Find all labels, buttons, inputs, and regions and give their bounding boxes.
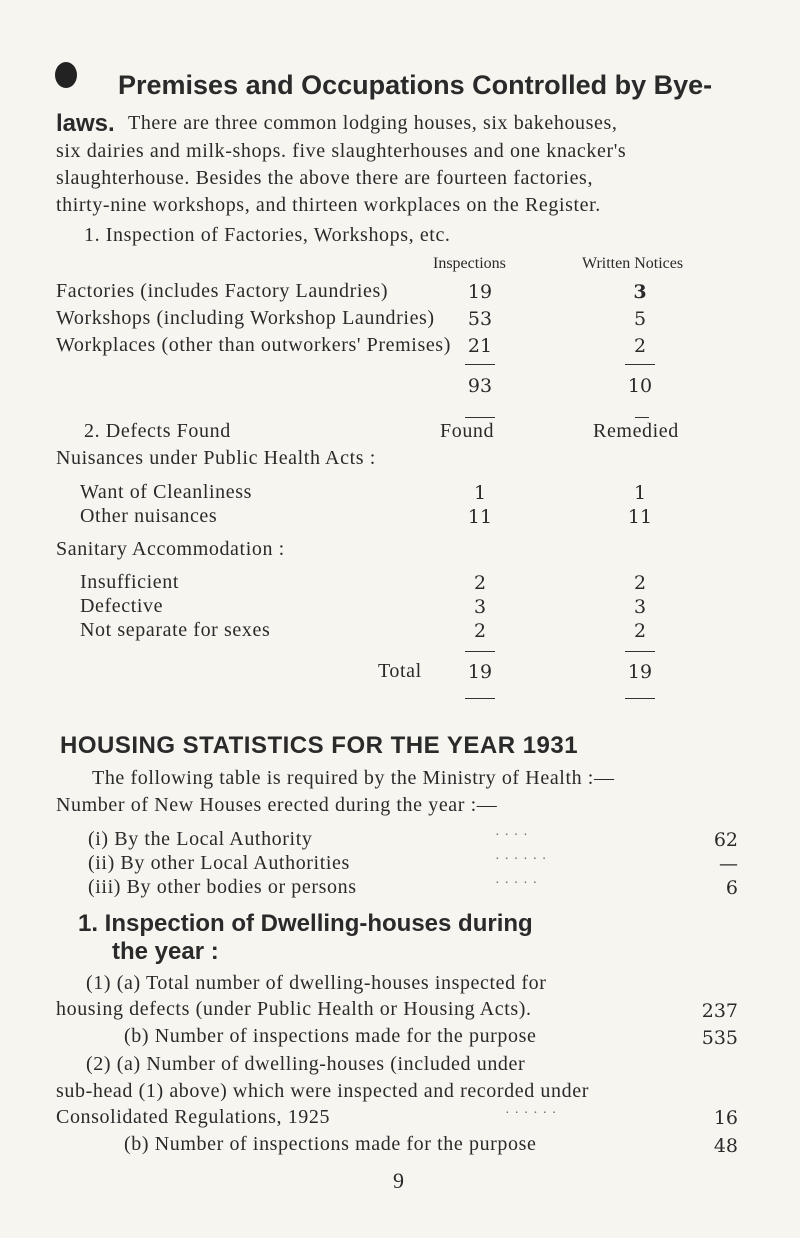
ink-blot-mark [55, 62, 77, 88]
paragraph-line: thirty-nine workshops, and thirteen workplaces on the Register. [56, 194, 601, 216]
housing-heading: HOUSING STATISTICS FOR THE YEAR 1931 [60, 732, 579, 759]
table-cell: 2 [473, 572, 487, 594]
dwelling-value: 535 [701, 1027, 738, 1049]
divider-rule [625, 651, 655, 652]
dwelling-line: Consolidated Regulations, 1925 [56, 1106, 331, 1128]
table-total: 10 [627, 375, 653, 397]
group-heading: Nuisances under Public Health Acts : [56, 447, 376, 469]
housing-item-label: (ii) By other Local Authorities [88, 852, 350, 874]
housing-item-value: 62 [713, 829, 738, 851]
table-cell: 19 [467, 281, 493, 303]
table-cell: 5 [633, 308, 647, 330]
leader-dots: · · · · · · [495, 852, 548, 867]
table-cell: 2 [633, 620, 647, 642]
page-number: 9 [393, 1168, 405, 1193]
table-cell: 1 [633, 482, 647, 504]
leader-dots: · · · · · · [505, 1106, 558, 1121]
table-row-label: Factories (includes Factory Laundries) [56, 280, 389, 302]
column-header-inspections: Inspections [433, 255, 506, 272]
table-cell: 11 [627, 506, 653, 528]
table-title: 1. Inspection of Factories, Workshops, etc. [84, 224, 451, 246]
paragraph-line: There are three common lodging houses, six bakehouses, [128, 112, 618, 134]
table-row-label: Not separate for sexes [80, 619, 271, 641]
column-header-notices: Written Notices [582, 255, 684, 272]
dwelling-line: (2) (a) Number of dwelling-houses (included under [86, 1053, 526, 1075]
table-cell: 53 [467, 308, 493, 330]
table-total: 19 [627, 661, 653, 683]
leader-dots: · · · · [495, 828, 529, 843]
table-row-label: Want of Cleanliness [80, 481, 252, 503]
dwelling-line: sub-head (1) above) which were inspected and recorded under [56, 1080, 589, 1102]
dwelling-heading-cont: the year : [112, 938, 219, 965]
group-heading: Sanitary Accommodation : [56, 538, 285, 560]
dwelling-value: 237 [701, 1000, 738, 1022]
new-houses-label: Number of New Houses erected during the year :— [56, 794, 498, 816]
paragraph-line: six dairies and milk-shops. five slaughterhouses and one knacker's [56, 140, 627, 162]
table-row-label: Workplaces (other than outworkers' Premises) [56, 334, 451, 356]
divider-rule [465, 698, 495, 699]
divider-rule [465, 364, 495, 365]
dwelling-line: (1) (a) Total number of dwelling-houses inspected for [86, 972, 547, 994]
total-label: Total [378, 660, 422, 682]
column-header-remedied: Remedied [593, 420, 679, 442]
dwelling-value: 48 [713, 1135, 738, 1157]
table-row-label: Workshops (including Workshop Laundries) [56, 307, 435, 329]
housing-item-label: (iii) By other bodies or persons [88, 876, 357, 898]
divider-rule [625, 698, 655, 699]
table-cell: 2 [473, 620, 487, 642]
leader-dots: · · · · · [495, 876, 538, 891]
dwelling-line: (b) Number of inspections made for the purpose [124, 1025, 537, 1047]
divider-rule [635, 417, 649, 418]
table-cell: 3 [473, 596, 487, 618]
table-cell: 3 [633, 596, 647, 618]
table-title: 2. Defects Found [84, 420, 231, 442]
table-cell: 1 [473, 482, 487, 504]
table-cell: 2 [633, 335, 647, 357]
table-row-label: Defective [80, 595, 164, 617]
housing-item-value: 6 [725, 877, 738, 899]
section-heading: Premises and Occupations Controlled by Bye- [118, 70, 713, 100]
table-cell: 21 [467, 335, 493, 357]
housing-item-label: (i) By the Local Authority [88, 828, 313, 850]
table-row-label: Other nuisances [80, 505, 218, 527]
table-total: 19 [467, 661, 493, 683]
divider-rule [625, 364, 655, 365]
housing-intro: The following table is required by the Ministry of Health :— [92, 767, 615, 789]
table-cell: 3 [633, 281, 647, 303]
divider-rule [465, 651, 495, 652]
housing-item-value: — [719, 853, 738, 875]
paragraph-line: slaughterhouse. Besides the above there are fourteen factories, [56, 167, 594, 189]
dwelling-line: (b) Number of inspections made for the purpose [124, 1133, 537, 1155]
dwelling-heading: 1. Inspection of Dwelling-houses during [78, 910, 533, 937]
dwelling-value: 16 [713, 1107, 738, 1129]
column-header-found: Found [440, 420, 495, 442]
table-cell: 2 [633, 572, 647, 594]
section-heading-cont: laws. [56, 110, 115, 137]
table-row-label: Insufficient [80, 571, 180, 593]
table-cell: 11 [467, 506, 493, 528]
table-total: 93 [467, 375, 493, 397]
dwelling-line: housing defects (under Public Health or Housing Acts). [56, 998, 532, 1020]
divider-rule [465, 417, 495, 418]
